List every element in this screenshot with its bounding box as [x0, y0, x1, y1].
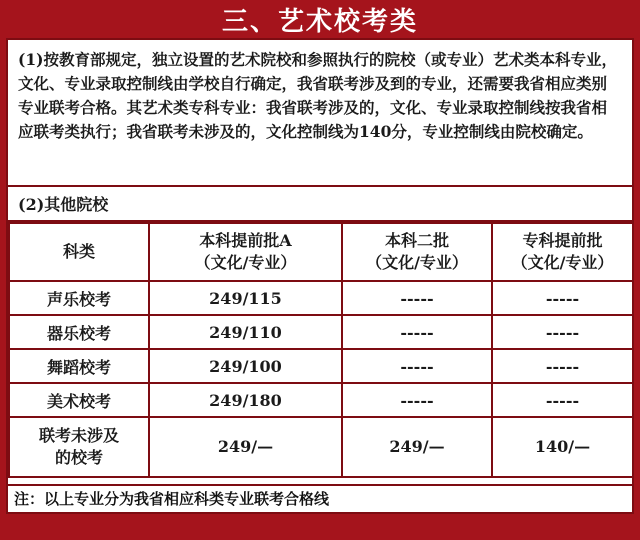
row-category-line: 的校考 — [54, 448, 103, 467]
header-junior-early — [492, 223, 633, 281]
row-category-line: 联考未涉及 — [38, 426, 119, 445]
row-category: 器乐校考 — [9, 315, 149, 349]
header-sublabel: （文化/专业） — [366, 253, 468, 272]
header-category — [9, 223, 149, 281]
header-sublabel: （文化/专业） — [511, 253, 614, 272]
cell-undergrad-second: ----- — [342, 281, 492, 315]
header-undergrad-early-a — [149, 223, 342, 281]
section-title: 三、艺术校考类 — [221, 6, 418, 37]
table-row — [9, 281, 633, 315]
cell-undergrad-second: ----- — [342, 315, 492, 349]
cell-undergrad-early-a: 249/180 — [149, 383, 342, 417]
divider — [8, 185, 632, 187]
cell-undergrad-early-a: 249/115 — [149, 281, 342, 315]
intro-paragraph: (1)按教育部规定，独立设置的艺术院校和参照执行的院校（或专业）艺术类本科专业，文化、专业录取控制线由学校自行确定，我省联考涉及到的专业，还需要我省相应类别专业联考合格。其艺术类专科专业：我省联考涉及的，文化、专业录取控制线按我省相应联考类执行；我省联考未涉及的，文化控制线为140分，专业控制线由院校确定。 — [18, 50, 617, 141]
header-undergrad-second — [342, 223, 492, 281]
row-category — [9, 417, 149, 477]
table-row — [9, 349, 633, 383]
cell-junior-early: ----- — [492, 383, 633, 417]
row-category: 舞蹈校考 — [9, 349, 149, 383]
header-label: 本科二批 — [384, 231, 449, 250]
header-label: 专科提前批 — [522, 231, 603, 250]
table-row — [9, 315, 633, 349]
cell-undergrad-second: 249/— — [342, 417, 492, 477]
header-sublabel: （文化/专业） — [194, 253, 297, 272]
row-category: 声乐校考 — [9, 281, 149, 315]
cell-undergrad-early-a: 249/— — [149, 417, 342, 477]
subsection-title: (2)其他院校 — [18, 195, 109, 214]
cell-undergrad-second: ----- — [342, 383, 492, 417]
cell-junior-early: 140/— — [492, 417, 633, 477]
cell-junior-early: ----- — [492, 349, 633, 383]
header-label: 本科提前批A — [199, 231, 292, 250]
cell-undergrad-second: ----- — [342, 349, 492, 383]
cell-undergrad-early-a: 249/110 — [149, 315, 342, 349]
cell-junior-early: ----- — [492, 281, 633, 315]
row-category: 美术校考 — [9, 383, 149, 417]
footnote: 注：以上专业分为我省相应科类专业联考合格线 — [8, 484, 632, 512]
content-panel — [6, 38, 634, 514]
table-row — [9, 417, 633, 477]
table-header-row — [9, 223, 633, 281]
cell-junior-early: ----- — [492, 315, 633, 349]
table-row — [9, 383, 633, 417]
header-category-label: 科类 — [62, 242, 95, 261]
score-table — [8, 222, 634, 478]
cell-undergrad-early-a: 249/100 — [149, 349, 342, 383]
